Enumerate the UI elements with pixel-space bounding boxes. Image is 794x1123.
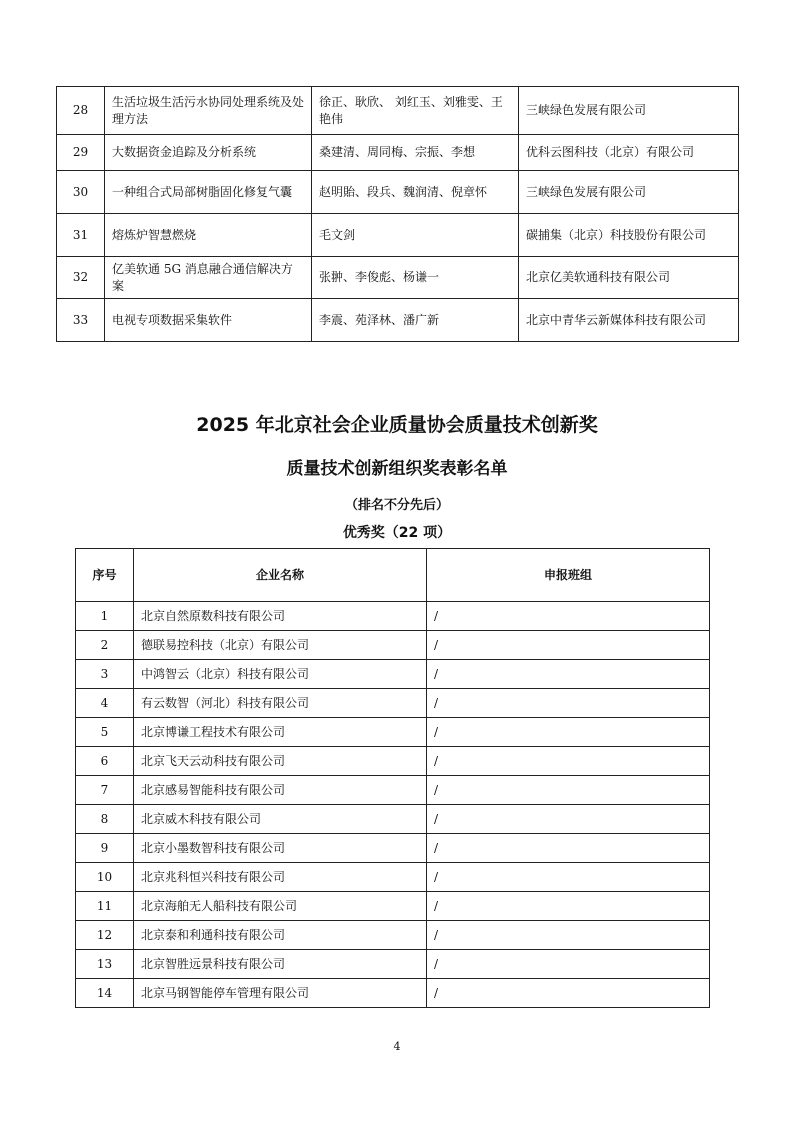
header-no: 序号 bbox=[76, 549, 134, 602]
company-name: 碳捕集（北京）科技股份有限公司 bbox=[519, 214, 739, 257]
company-name: 北京智胜远景科技有限公司 bbox=[134, 950, 427, 979]
team-name: / bbox=[427, 834, 710, 863]
table-row bbox=[76, 834, 710, 863]
table-row bbox=[76, 950, 710, 979]
company-name: 北京泰和利通科技有限公司 bbox=[134, 921, 427, 950]
team-members: 徐正、耿欣、 刘红玉、刘雅雯、王艳伟 bbox=[312, 87, 519, 135]
table-row bbox=[76, 689, 710, 718]
table-row bbox=[76, 979, 710, 1008]
table-row bbox=[57, 135, 739, 171]
page-subtitle: 质量技术创新组织奖表彰名单 bbox=[286, 459, 508, 479]
row-number: 9 bbox=[76, 834, 134, 863]
row-number: 11 bbox=[76, 892, 134, 921]
row-number: 33 bbox=[57, 299, 105, 342]
company-name: 三峡绿色发展有限公司 bbox=[519, 87, 739, 135]
company-name: 北京威木科技有限公司 bbox=[134, 805, 427, 834]
row-number: 5 bbox=[76, 718, 134, 747]
team-name: / bbox=[427, 805, 710, 834]
table-row bbox=[57, 257, 739, 299]
table-row bbox=[76, 747, 710, 776]
award-level: 优秀奖（22 项） bbox=[342, 525, 452, 541]
company-name: 北京博谦工程技术有限公司 bbox=[134, 718, 427, 747]
company-name: 中鸿智云（北京）科技有限公司 bbox=[134, 660, 427, 689]
team-members: 赵明貽、段兵、魏润清、倪章怀 bbox=[312, 171, 519, 214]
header-team: 申报班组 bbox=[427, 549, 710, 602]
row-number: 31 bbox=[57, 214, 105, 257]
company-name: 优科云图科技（北京）有限公司 bbox=[519, 135, 739, 171]
company-name: 北京感易智能科技有限公司 bbox=[134, 776, 427, 805]
table-row bbox=[57, 214, 739, 257]
table-header-row bbox=[76, 549, 710, 602]
row-number: 30 bbox=[57, 171, 105, 214]
company-name: 北京亿美软通科技有限公司 bbox=[519, 257, 739, 299]
company-name: 三峡绿色发展有限公司 bbox=[519, 171, 739, 214]
company-name: 有云数智（河北）科技有限公司 bbox=[134, 689, 427, 718]
row-number: 10 bbox=[76, 863, 134, 892]
table-row bbox=[76, 776, 710, 805]
ranking-note: （排名不分先后） bbox=[344, 498, 449, 513]
award-list-table bbox=[75, 548, 710, 1008]
company-name: 北京中青华云新媒体科技有限公司 bbox=[519, 299, 739, 342]
table-row bbox=[57, 299, 739, 342]
team-name: / bbox=[427, 950, 710, 979]
row-number: 29 bbox=[57, 135, 105, 171]
table-row bbox=[57, 171, 739, 214]
header-company: 企业名称 bbox=[134, 549, 427, 602]
company-name: 北京兆科恒兴科技有限公司 bbox=[134, 863, 427, 892]
table-row bbox=[57, 87, 739, 135]
row-number: 6 bbox=[76, 747, 134, 776]
table-row bbox=[76, 660, 710, 689]
team-members: 李震、苑泽林、潘广新 bbox=[312, 299, 519, 342]
row-number: 3 bbox=[76, 660, 134, 689]
company-name: 北京小墨数智科技有限公司 bbox=[134, 834, 427, 863]
company-name: 北京马钢智能停车管理有限公司 bbox=[134, 979, 427, 1008]
project-name: 一种组合式局部树脂固化修复气囊 bbox=[105, 171, 312, 214]
row-number: 13 bbox=[76, 950, 134, 979]
team-name: / bbox=[427, 921, 710, 950]
team-name: / bbox=[427, 602, 710, 631]
project-name: 熔炼炉智慧燃烧 bbox=[105, 214, 312, 257]
row-number: 32 bbox=[57, 257, 105, 299]
row-number: 2 bbox=[76, 631, 134, 660]
company-name: 德联易控科技（北京）有限公司 bbox=[134, 631, 427, 660]
team-members: 毛文剑 bbox=[312, 214, 519, 257]
row-number: 28 bbox=[57, 87, 105, 135]
team-name: / bbox=[427, 863, 710, 892]
page-title: 2025 年北京社会企业质量协会质量技术创新奖 bbox=[196, 414, 598, 436]
row-number: 12 bbox=[76, 921, 134, 950]
project-name: 亿美软通 5G 消息融合通信解决方案 bbox=[105, 257, 312, 299]
team-name: / bbox=[427, 979, 710, 1008]
team-name: / bbox=[427, 776, 710, 805]
table-row bbox=[76, 805, 710, 834]
table-row bbox=[76, 631, 710, 660]
project-name: 电视专项数据采集软件 bbox=[105, 299, 312, 342]
team-name: / bbox=[427, 718, 710, 747]
table-row bbox=[76, 718, 710, 747]
table-row bbox=[76, 863, 710, 892]
company-name: 北京自然原数科技有限公司 bbox=[134, 602, 427, 631]
team-name: / bbox=[427, 747, 710, 776]
row-number: 8 bbox=[76, 805, 134, 834]
project-name: 大数据资金追踪及分析系统 bbox=[105, 135, 312, 171]
table-row bbox=[76, 921, 710, 950]
row-number: 7 bbox=[76, 776, 134, 805]
company-name: 北京海舶无人船科技有限公司 bbox=[134, 892, 427, 921]
team-name: / bbox=[427, 631, 710, 660]
table-row bbox=[76, 892, 710, 921]
team-members: 桑建清、周同梅、宗振、李想 bbox=[312, 135, 519, 171]
page-number: 4 bbox=[393, 1040, 401, 1053]
team-name: / bbox=[427, 660, 710, 689]
table-row bbox=[76, 602, 710, 631]
project-name: 生活垃圾生活污水协同处理系统及处理方法 bbox=[105, 87, 312, 135]
team-name: / bbox=[427, 689, 710, 718]
company-name: 北京飞天云动科技有限公司 bbox=[134, 747, 427, 776]
row-number: 4 bbox=[76, 689, 134, 718]
team-members: 张翀、李俊彪、杨谦一 bbox=[312, 257, 519, 299]
row-number: 1 bbox=[76, 602, 134, 631]
team-name: / bbox=[427, 892, 710, 921]
row-number: 14 bbox=[76, 979, 134, 1008]
previous-award-table bbox=[56, 86, 739, 342]
